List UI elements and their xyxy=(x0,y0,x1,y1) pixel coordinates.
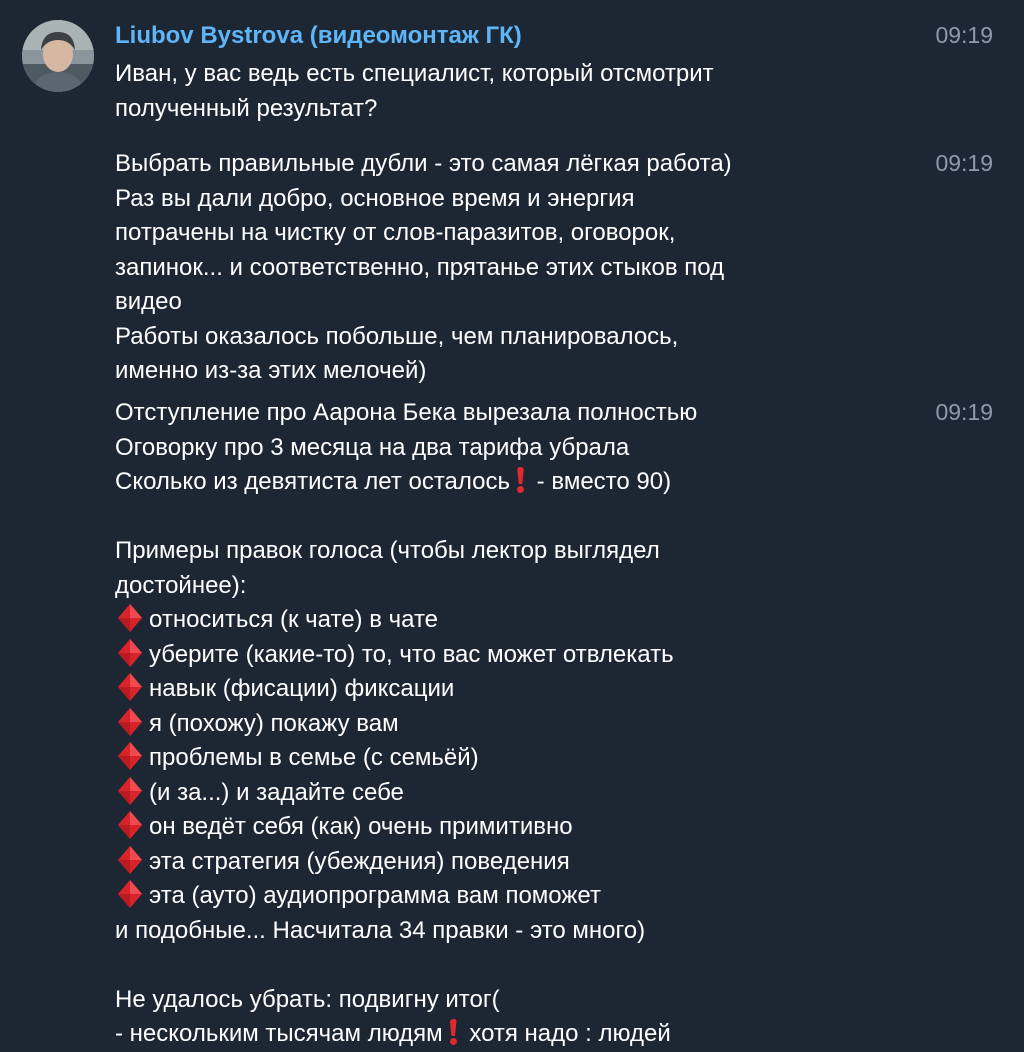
message-line: Иван, у вас ведь есть специалист, который отсмотрит xyxy=(115,60,714,87)
message-text xyxy=(115,396,835,1052)
message-text xyxy=(115,147,835,389)
message-line: именно из-за этих мелочей) xyxy=(115,357,427,384)
red-diamond-icon xyxy=(115,845,145,875)
line-text: хотя надо : людей xyxy=(462,1020,671,1047)
example-item xyxy=(115,741,835,776)
example-item xyxy=(115,638,835,673)
message-line: Не удалось убрать: подвигну итог( xyxy=(115,985,500,1013)
message-line: Работы оказалось побольше, чем планировалось, xyxy=(115,322,679,350)
example-text: относиться (к чате) в чате xyxy=(149,606,439,633)
red-diamond-icon xyxy=(115,638,145,668)
red-diamond-icon xyxy=(115,707,145,737)
example-text: он ведёт себя (как) очень примитивно xyxy=(149,813,573,840)
example-text: уберите (какие-то) то, что вас может отвлекать xyxy=(149,640,674,668)
message-line: полученный результат? xyxy=(115,94,378,122)
message-line: Примеры правок голоса (чтобы лектор выглядел xyxy=(115,537,660,564)
example-item xyxy=(115,879,835,914)
red-diamond-icon xyxy=(115,776,145,806)
sender-name[interactable]: Liubov Bystrova (видеомонтаж ГК) xyxy=(115,22,522,49)
message-line: и подобные... Насчитала 34 правки - это много) xyxy=(115,916,646,944)
message-time: 09:19 xyxy=(935,399,993,425)
red-diamond-icon xyxy=(115,741,145,771)
line-text: - нескольким тысячам людям xyxy=(115,1020,443,1047)
line-text: Сколько из девятиста лет осталось xyxy=(115,468,511,495)
example-text: эта (ауто) аудиопрограмма вам поможет xyxy=(149,882,601,909)
example-text: я (похожу) покажу вам xyxy=(149,709,399,737)
example-text: проблемы в семье (с семьёй) xyxy=(149,744,479,771)
message-line: Выбрать правильные дубли - это самая лёгкая работа) xyxy=(115,150,732,177)
message-line: достойнее): xyxy=(115,571,247,599)
line-text: - вместо 90) xyxy=(530,468,672,495)
example-text: эта стратегия (убеждения) поведения xyxy=(149,847,570,875)
example-item xyxy=(115,845,835,880)
red-diamond-icon xyxy=(115,672,145,702)
message-line: запинок... и соответственно, прятанье этих стыков под xyxy=(115,253,725,281)
red-diamond-icon xyxy=(115,879,145,909)
example-item xyxy=(115,672,835,707)
examples-list xyxy=(115,603,835,914)
message-line xyxy=(115,465,835,500)
example-item xyxy=(115,810,835,845)
message-line: Отступление про Аарона Бека вырезала полностью xyxy=(115,399,698,426)
message-line: потрачены на чистку от слов-паразитов, оговорок, xyxy=(115,219,676,246)
message-text xyxy=(115,57,835,126)
sender-avatar[interactable] xyxy=(22,20,94,92)
message-time: 09:19 xyxy=(935,22,993,48)
red-diamond-icon xyxy=(115,810,145,840)
message-line: Раз вы дали добро, основное время и энергия xyxy=(115,184,635,212)
message-line: Оговорку про 3 месяца на два тарифа убрала xyxy=(115,433,630,461)
exclamation-icon xyxy=(514,467,526,493)
message-time: 09:19 xyxy=(935,150,993,176)
message-line: видео xyxy=(115,288,182,315)
exclamation-icon xyxy=(447,1019,459,1045)
message-line xyxy=(115,1017,835,1052)
example-text: навык (фисации) фиксации xyxy=(149,675,455,702)
example-text: (и за...) и задайте себе xyxy=(149,778,404,806)
example-item xyxy=(115,603,835,638)
red-diamond-icon xyxy=(115,603,145,633)
example-item xyxy=(115,776,835,811)
user-avatar-icon xyxy=(22,20,94,92)
example-item xyxy=(115,707,835,742)
